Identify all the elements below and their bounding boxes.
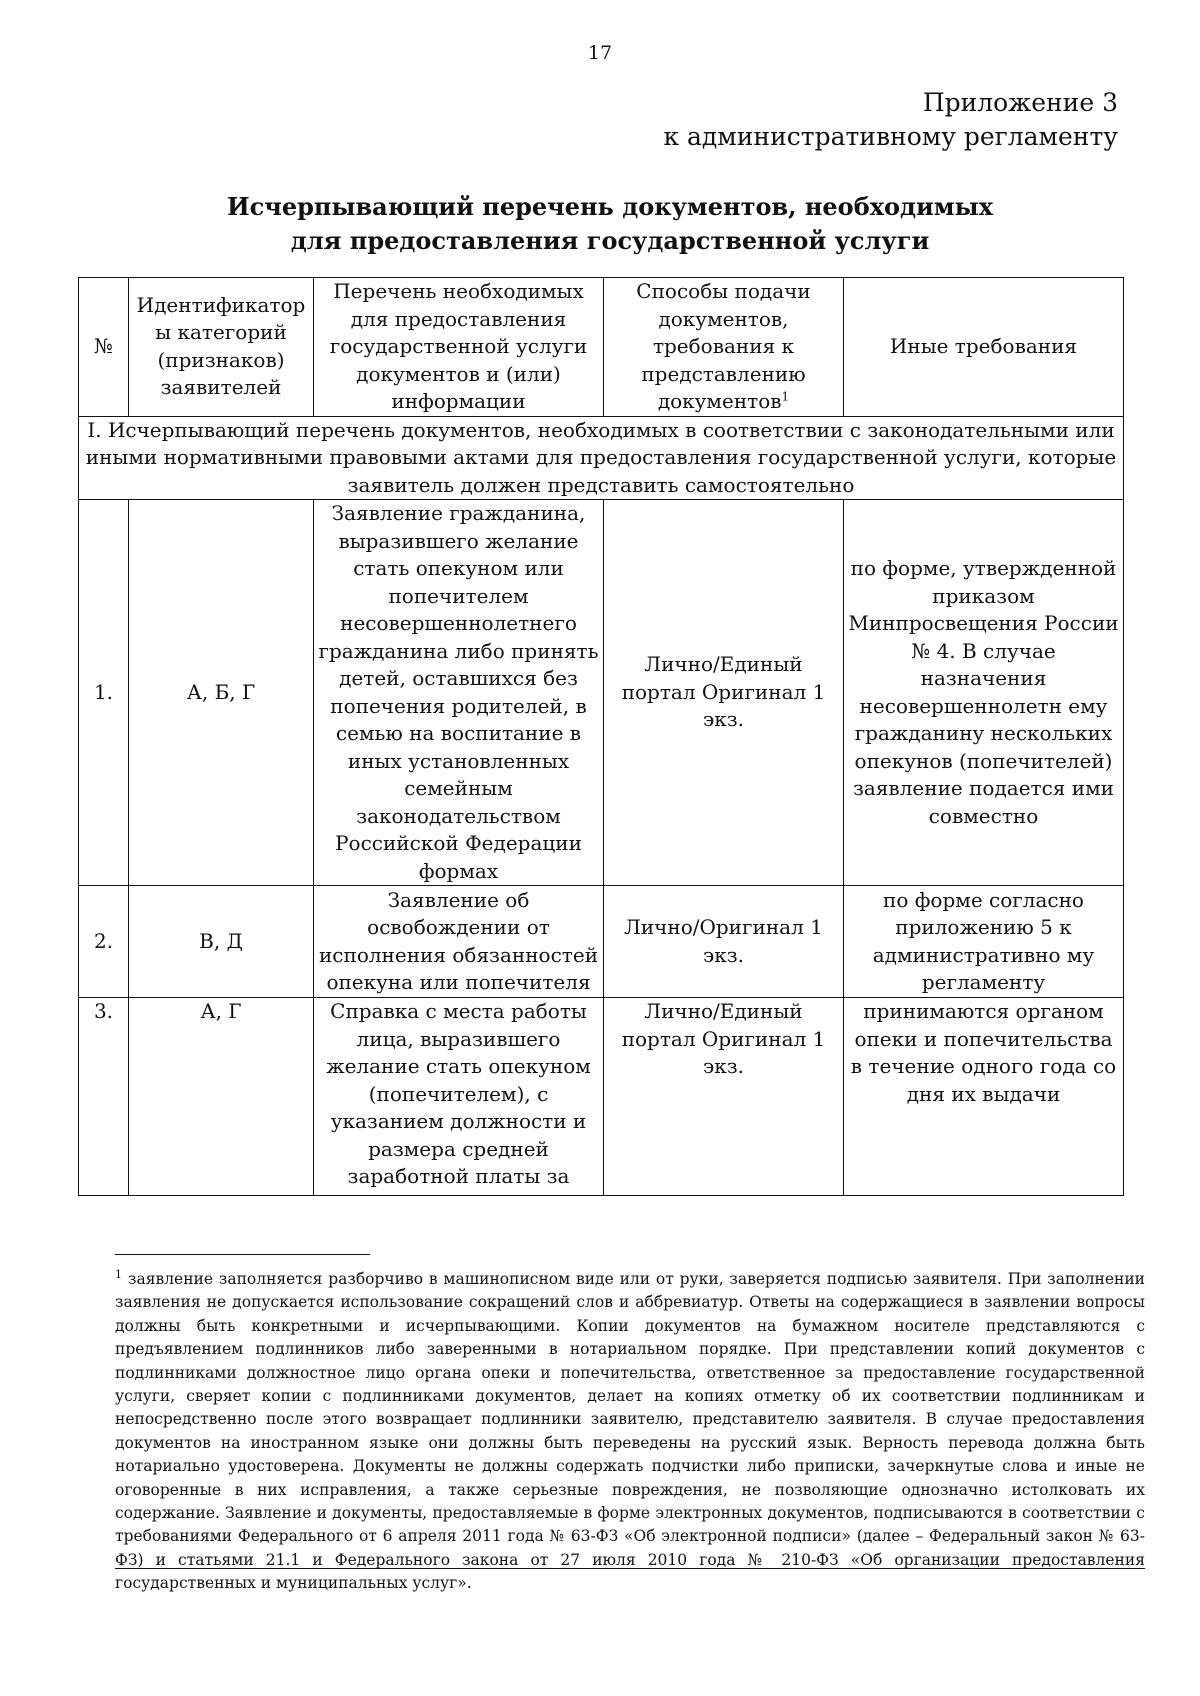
header-row xyxy=(79,278,1124,417)
footnote-mark: 1 xyxy=(115,1267,122,1281)
row-method: Лично/Единый портал Оригинал 1 экз. xyxy=(604,998,844,1196)
title-line-2: для предоставления государственной услуги xyxy=(290,226,930,255)
document-title xyxy=(130,190,1090,258)
table-row xyxy=(79,998,1124,1196)
row-category: В, Д xyxy=(129,886,314,998)
row-document: Заявление об освобождении от исполнения обязанностей опекуна или попечителя xyxy=(314,886,604,998)
row-other: по форме, утвержденной приказом Минпросвещения России № 4. В случае назначения несовершеннолетн ему гражданину нескольких опекунов (попечителей) заявление подается ими совместно xyxy=(844,500,1124,886)
footnote-ref: 1 xyxy=(781,389,790,404)
header-methods xyxy=(604,278,844,417)
footnote xyxy=(115,1268,1145,1596)
row-document: Справка с места работы лица, выразившего желание стать опекуном (попечителем), с указанием должности и размера средней заработной платы за xyxy=(314,998,604,1196)
appendix-line-2: к административному регламенту xyxy=(663,122,1118,151)
appendix-line-1: Приложение 3 xyxy=(922,88,1118,117)
table-row xyxy=(79,886,1124,998)
row-other: принимаются органом опеки и попечительства в течение одного года со дня их выдачи xyxy=(844,998,1124,1196)
title-line-1: Исчерпывающий перечень документов, необходимых xyxy=(226,192,994,221)
row-method: Лично/Единый портал Оригинал 1 экз. xyxy=(604,500,844,886)
row-num: 3. xyxy=(79,998,129,1196)
row-category: А, Г xyxy=(129,998,314,1196)
header-methods-text: Способы подачи документов, требования к представлению документов xyxy=(636,279,811,413)
footnote-separator xyxy=(115,1254,370,1255)
page-number: 17 xyxy=(587,42,613,64)
row-other: по форме согласно приложению 5 к административно му регламенту xyxy=(844,886,1124,998)
row-method: Лично/Оригинал 1 экз. xyxy=(604,886,844,998)
header-other: Иные требования xyxy=(844,278,1124,417)
row-num: 2. xyxy=(79,886,129,998)
bottom-rule xyxy=(115,1568,1145,1569)
appendix-label xyxy=(663,86,1118,154)
section-row xyxy=(79,416,1124,500)
table-row xyxy=(79,500,1124,886)
row-num: 1. xyxy=(79,500,129,886)
header-category: Идентификатор ы категорий (признаков) заявителей xyxy=(129,278,314,417)
row-document: Заявление гражданина, выразившего желание стать опекуном или попечителем несовершеннолетнего гражданина либо принять детей, оставшихся без попечения родителей, в семью на воспитание в иных установленных семейным законодательством Российской Федерации формах xyxy=(314,500,604,886)
footnote-text: заявление заполняется разборчиво в машинописном виде или от руки, заверяется подписью заявителя. При заполнении заявления не допускается использование сокращений слов и аббревиатур. Ответы на содержащиеся в заявлении вопросы должны быть конкретными и исчерпывающими. Копии документов на бумажном носителе представляются с предъявлением подлинников либо заверенными в нотариальном порядке. При представлении копий документов с подлинниками должностное лицо органа опеки и попечительства, ответственное за предоставление государственной услуги, сверяет копии с подлинниками документов, делает на копиях отметку об их соответствии подлинникам и непосредственно после этого возвращает подлинники заявителю, представителю заявителя. В случае предоставления документов на иностранном языке они должны быть переведены на русский язык. Верность перевода должна быть нотариально удостоверена. Документы не должны содержать подчистки либо приписки, зачеркнутые слова и иные не оговоренные в них исправления, а также серьезные повреждения, не позволяющие однозначно истолковать их содержание. Заявление и документы, предоставляемые в форме электронных документов, подписываются в соответствии с требованиями Федерального от 6 апреля 2011 года № 63-ФЗ «Об электронной подписи» (далее – Федеральный закон № 63-ФЗ) и статьями 21.1 и Федерального закона от 27 июля 2010 года № 210-ФЗ «Об организации предоставления государственных и муниципальных услуг». xyxy=(115,1270,1145,1593)
section-heading: I. Исчерпывающий перечень документов, необходимых в соответствии с законодательными или иными нормативными правовыми актами для предоставления государственной услуги, которые заявитель должен представить самостоятельно xyxy=(79,416,1124,500)
header-documents: Перечень необходимых для предоставления государственной услуги документов и (или) информации xyxy=(314,278,604,417)
header-num: № xyxy=(79,278,129,417)
documents-table xyxy=(78,277,1124,1196)
row-category: А, Б, Г xyxy=(129,500,314,886)
